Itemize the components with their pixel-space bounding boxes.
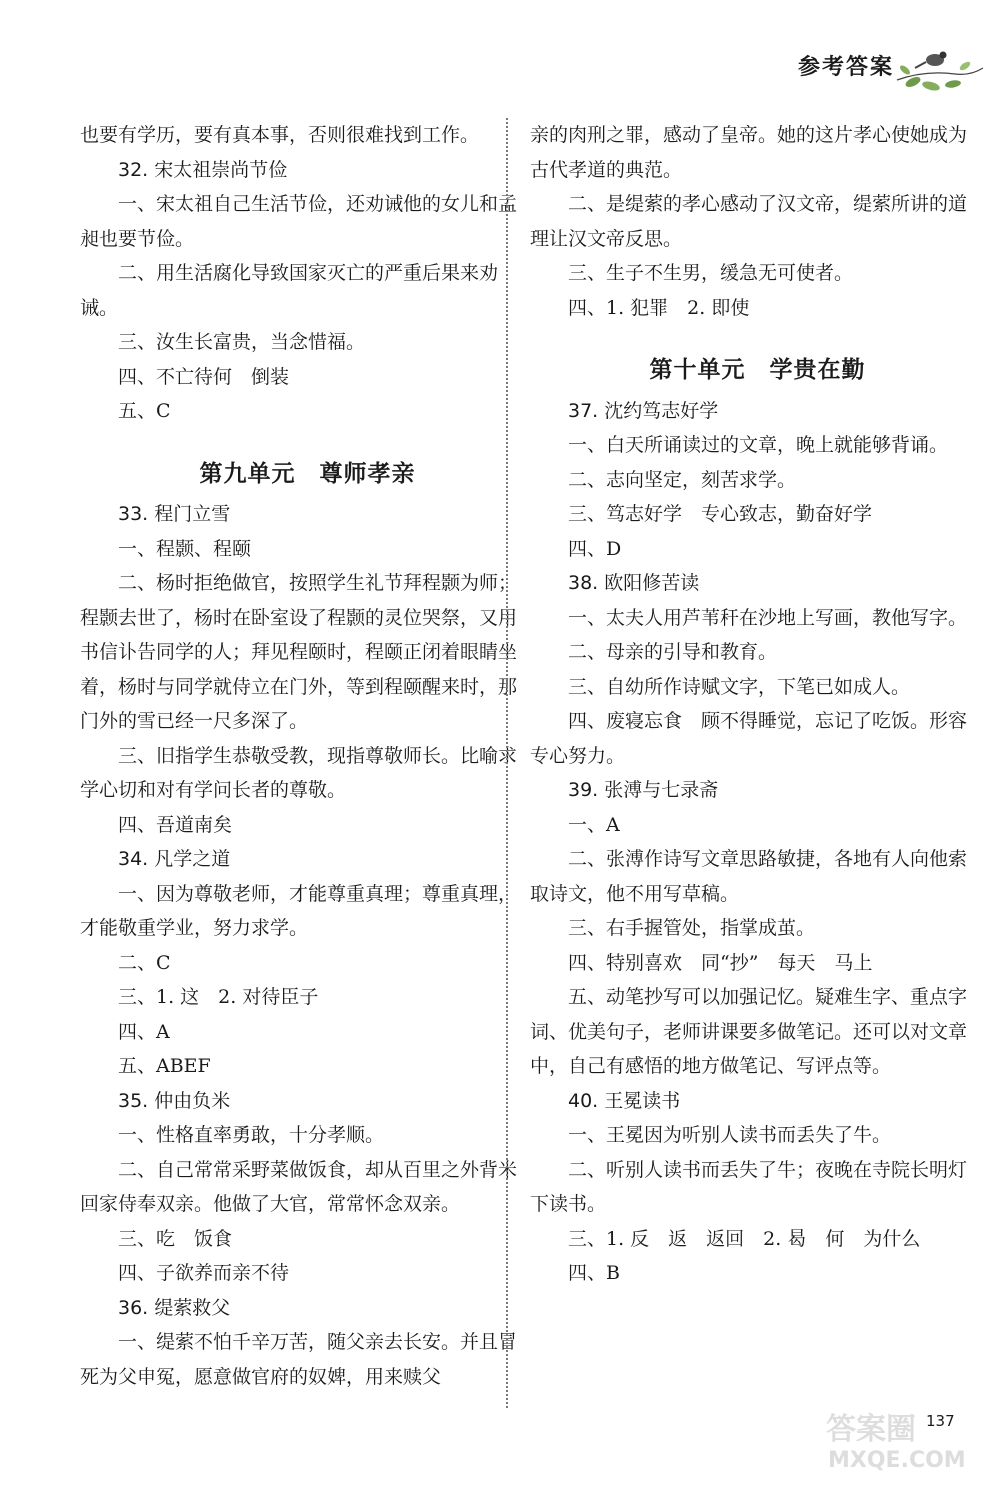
answer-paragraph: 一、性格直率勇敢，十分孝顺。 bbox=[118, 1124, 385, 1146]
section-title: 35. 仲由负米 bbox=[118, 1089, 231, 1112]
right-column bbox=[530, 118, 985, 1291]
answer-paragraph: 五、ABEF bbox=[118, 1055, 211, 1077]
left-column bbox=[80, 118, 535, 1394]
section-title: 37. 沈约笃志好学 bbox=[568, 399, 719, 422]
answer-paragraph: 五、动笔抄写可以加强记忆。疑难生字、重点字词、优美句子，老师讲课要多做笔记。还可以对文章中，自己有感悟的地方做笔记、写评点等。 bbox=[530, 986, 968, 1077]
answer-paragraph: 三、汝生长富贵，当念惜福。 bbox=[118, 331, 366, 353]
svg-text:答案圈: 答案圈 bbox=[826, 1412, 916, 1447]
answer-paragraph: 三、生子不生男，缓急无可使者。 bbox=[568, 262, 854, 284]
answer-paragraph: 二、张溥作诗写文章思路敏捷，各地有人向他索取诗文，他不用写草稿。 bbox=[530, 848, 968, 905]
answer-paragraph: 一、王冕因为听别人读书而丢失了牛。 bbox=[568, 1124, 892, 1146]
answer-paragraph: 一、缇萦不怕千辛万苦，随父亲去长安。并且冒死为父申冤，愿意做官府的奴婢，用来赎父 bbox=[80, 1331, 518, 1388]
answer-paragraph: 亲的肉刑之罪，感动了皇帝。她的这片孝心使她成为古代孝道的典范。 bbox=[530, 124, 968, 181]
answer-paragraph: 二、用生活腐化导致国家灭亡的严重后果来劝诫。 bbox=[80, 262, 499, 319]
section-title: 39. 张溥与七录斋 bbox=[568, 779, 719, 801]
answer-paragraph: 一、太夫人用芦苇秆在沙地上写画，教他写字。 bbox=[568, 606, 968, 629]
answer-paragraph: 也要有学历，要有真本事，否则很难找到工作。 bbox=[80, 124, 480, 146]
answer-paragraph: 二、杨时拒绝做官，按照学生礼节拜程颢为师；程颢去世了，杨时在卧室设了程颢的灵位哭祭，又用书信讣告同学的人；拜见程颐时，程颐正闭着眼睛坐着，杨时与同学就侍立在门外，等到程颐醒来时，那门外的雪已经一尺多深了。 bbox=[80, 572, 518, 732]
answer-paragraph: 三、1. 反 返 返回 2. 曷 何 为什么 bbox=[568, 1227, 921, 1250]
answer-paragraph: 三、吃 饭食 bbox=[118, 1227, 233, 1250]
answer-paragraph: 三、旧指学生恭敬受教，现指尊敬师长。比喻求学心切和对有学问长者的尊敬。 bbox=[80, 744, 518, 801]
header-title: 参考答案 bbox=[798, 55, 895, 80]
bird-branch-icon bbox=[895, 40, 985, 100]
answer-paragraph: 四、子欲养而亲不待 bbox=[118, 1262, 290, 1284]
answer-paragraph: 四、吾道南矣 bbox=[118, 813, 233, 836]
answer-paragraph: 四、特别喜欢 同“抄” 每天 马上 bbox=[568, 951, 873, 974]
column-divider bbox=[506, 118, 508, 1408]
answer-paragraph: 三、1. 这 2. 对待臣子 bbox=[118, 986, 319, 1008]
section-title: 33. 程门立雪 bbox=[118, 503, 231, 525]
watermark-logo bbox=[818, 1405, 988, 1475]
section-title: 36. 缇萦救父 bbox=[118, 1296, 231, 1319]
answer-paragraph: 一、白天所诵读过的文章，晚上就能够背诵。 bbox=[568, 434, 949, 456]
section-title: 32. 宋太祖崇尚节俭 bbox=[118, 158, 288, 181]
answer-paragraph: 一、因为尊敬老师，才能尊重真理；尊重真理，才能敬重学业，努力求学。 bbox=[80, 882, 518, 939]
answer-paragraph: 四、D bbox=[568, 537, 622, 560]
unit-heading: 第十单元 学贵在勤 bbox=[649, 356, 866, 383]
answer-paragraph: 一、A bbox=[568, 813, 620, 836]
answer-paragraph: 二、志向坚定，刻苦求学。 bbox=[568, 468, 797, 491]
page-header bbox=[780, 40, 980, 110]
section-title: 34. 凡学之道 bbox=[118, 848, 231, 870]
answer-paragraph: 四、B bbox=[568, 1262, 620, 1284]
answer-paragraph: 三、自幼所作诗赋文字，下笔已如成人。 bbox=[568, 675, 911, 698]
section-title: 40. 王冕读书 bbox=[568, 1089, 681, 1112]
answer-paragraph: 二、母亲的引导和教育。 bbox=[568, 641, 778, 663]
answer-paragraph: 二、听别人读书而丢失了牛；夜晚在寺院长明灯下读书。 bbox=[530, 1158, 968, 1215]
unit-heading: 第九单元 尊师孝亲 bbox=[199, 459, 416, 487]
answer-paragraph: 二、自己常常采野菜做饭食，却从百里之外背米回家侍奉双亲。他做了大官，常常怀念双亲。 bbox=[80, 1158, 518, 1215]
answer-paragraph: 三、笃志好学 专心致志，勤奋好学 bbox=[568, 503, 873, 525]
answer-paragraph: 二、C bbox=[118, 951, 171, 974]
page-number: 137 bbox=[926, 1412, 955, 1430]
svg-text:MXQE.COM: MXQE.COM bbox=[828, 1448, 966, 1473]
answer-paragraph: 四、1. 犯罪 2. 即使 bbox=[568, 296, 750, 319]
answer-paragraph: 五、C bbox=[118, 400, 171, 422]
answer-paragraph: 一、宋太祖自己生活节俭，还劝诫他的女儿和孟昶也要节俭。 bbox=[80, 193, 518, 250]
answer-paragraph: 二、是缇萦的孝心感动了汉文帝，缇萦所讲的道理让汉文帝反思。 bbox=[530, 193, 968, 250]
answer-paragraph: 一、程颢、程颐 bbox=[118, 537, 252, 560]
section-title: 38. 欧阳修苦读 bbox=[568, 572, 700, 594]
answer-paragraph: 四、废寝忘食 顾不得睡觉，忘记了吃饭。形容专心努力。 bbox=[530, 710, 968, 767]
answer-paragraph: 三、右手握管处，指掌成茧。 bbox=[568, 917, 816, 939]
answer-paragraph: 四、不亡待何 倒装 bbox=[118, 365, 290, 388]
answer-paragraph: 四、A bbox=[118, 1020, 170, 1043]
